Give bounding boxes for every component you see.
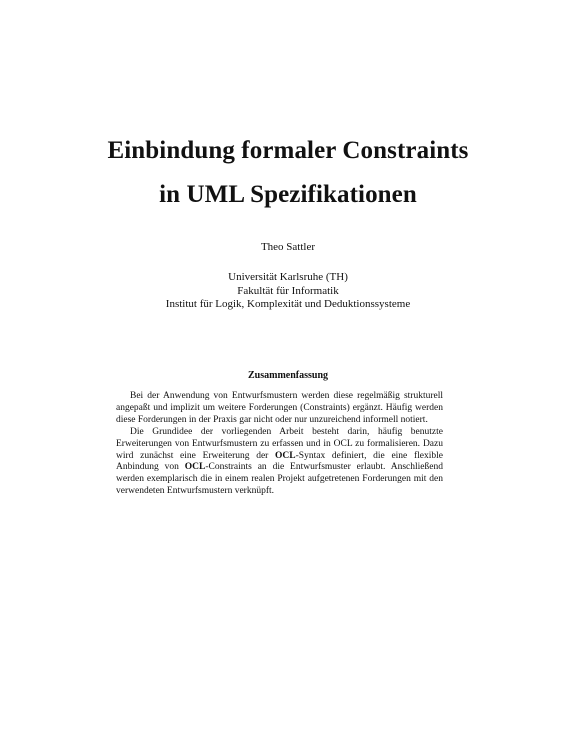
- affiliation-faculty: Fakultät für Informatik: [237, 284, 339, 297]
- affiliation-university: Universität Karlsruhe (TH): [228, 271, 348, 283]
- title-line-2: in UML Spezifikationen: [159, 181, 417, 208]
- title-line-1: Einbindung formaler Constraints: [107, 137, 469, 164]
- ocl-keyword-2: OCL: [184, 462, 206, 473]
- affiliation-institute: Institut für Logik, Komplexität und Deduktionssysteme: [165, 298, 411, 310]
- abstract-heading: Zusammenfassung: [247, 370, 329, 381]
- author-name: Theo Sattler: [260, 241, 316, 253]
- abstract-paragraph-1: Bei der Anwendung von Entwurfsmustern werden diese regelmäßig strukturell angepaßt und implizit um weitere Forderungen (Constraints) ergänzt. Häufig werden diese Forderungen in der Praxis gar nicht oder nur unzureichend informell notiert.: [116, 391, 443, 425]
- affiliation-block: [0, 271, 576, 312]
- abstract-paragraph-2-text-c: -Syntax definiert, die eine flexible Anbindung von: [116, 450, 443, 473]
- abstract-paragraph-2-text-a: Die Grundidee der vorliegenden Arbeit besteht darin, häufig benutzte Erweiterungen von Entwurfsmustern zu erfassen und in OCL zu formalisieren. Dazu wird zunächst eine Erweiterung der: [116, 426, 443, 461]
- abstract-paragraph-2-text-e: -Constraints an die Entwurfsmuster erlaubt. Anschließend werden exemplarisch die in einem realen Projekt aufgetretenen Forderungen mit den verwendeten Entwurfsmustern verknüpft.: [116, 462, 443, 497]
- ocl-keyword-1: OCL: [275, 450, 296, 461]
- abstract-paragraph-2: [116, 427, 443, 498]
- abstract-body: [116, 391, 443, 498]
